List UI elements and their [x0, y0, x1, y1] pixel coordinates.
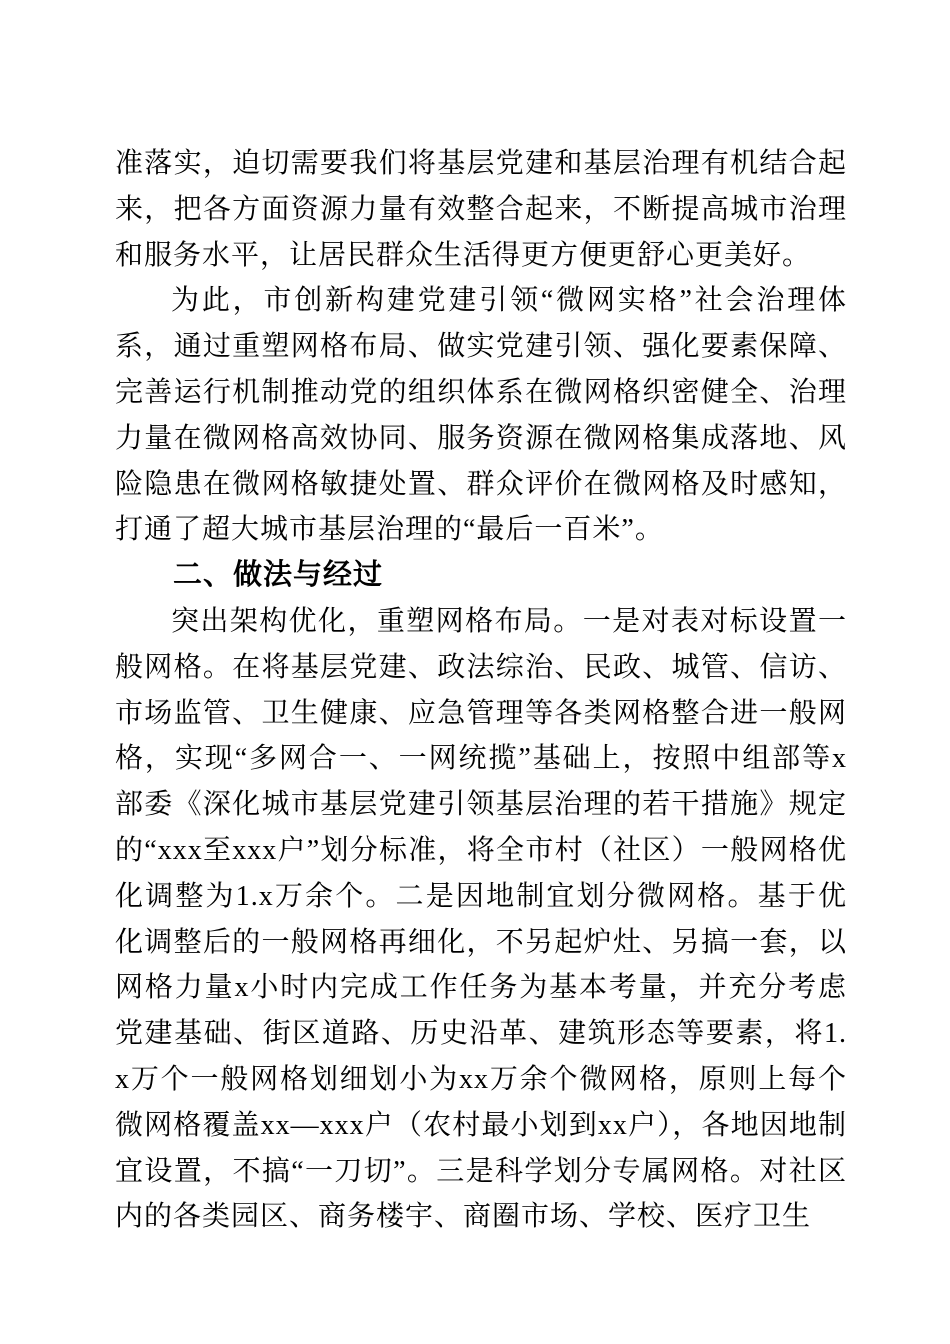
paragraph-grid-layout-details: 突出架构优化，重塑网格布局。一是对表对标设置一般网格。在将基层党建、政法综治、民政、城管、信访、市场监管、卫生健康、应急管理等各类网格整合进一般网格，实现“多网合一、一网统揽”基础上，按照中组部等x部委《深化城市基层党建引领基层治理的若干措施》规定的“xxx至xxx户”划分标准，将全市村（社区）一般网格优化调整为1.x万余个。二是因地制宜划分微网格。基于优化调整后的一般网格再细化，不另起炉灶、另搞一套，以网格力量x小时内完成工作任务为基本考量，并充分考虑党建基础、街区道路、历史沿革、建筑形态等要素，将1.x万个一般网格划细划小为xx万余个微网格，原则上每个微网格覆盖xx—xxx户（农村最小划到xx户），各地因地制宜设置，不搞“一刀切”。三是科学划分专属网格。对社区内的各类园区、商务楼宇、商圈市场、学校、医疗卫生: [115, 605, 847, 1233]
document-text-block: [115, 141, 847, 1240]
paragraph-weiwanggeshige-overview: 为此，市创新构建党建引领“微网实格”社会治理体系，通过重塑网格布局、做实党建引领、强化要素保障、完善运行机制推动党的组织体系在微网格织密健全、治理力量在微网格高效协同、服务资源在微网格集成落地、风险隐患在微网格敏捷处置、群众评价在微网格及时感知，打通了超大城市基层治理的“最后一百米”。: [115, 285, 847, 546]
section-heading-practices-and-process: 二、做法与经过: [173, 559, 384, 592]
paragraph-continuation: 准落实，迫切需要我们将基层党建和基层治理有机结合起来，把各方面资源力量有效整合起来，不断提高城市治理和服务水平，让居民群众生活得更方便更舒心更美好。: [115, 148, 847, 271]
